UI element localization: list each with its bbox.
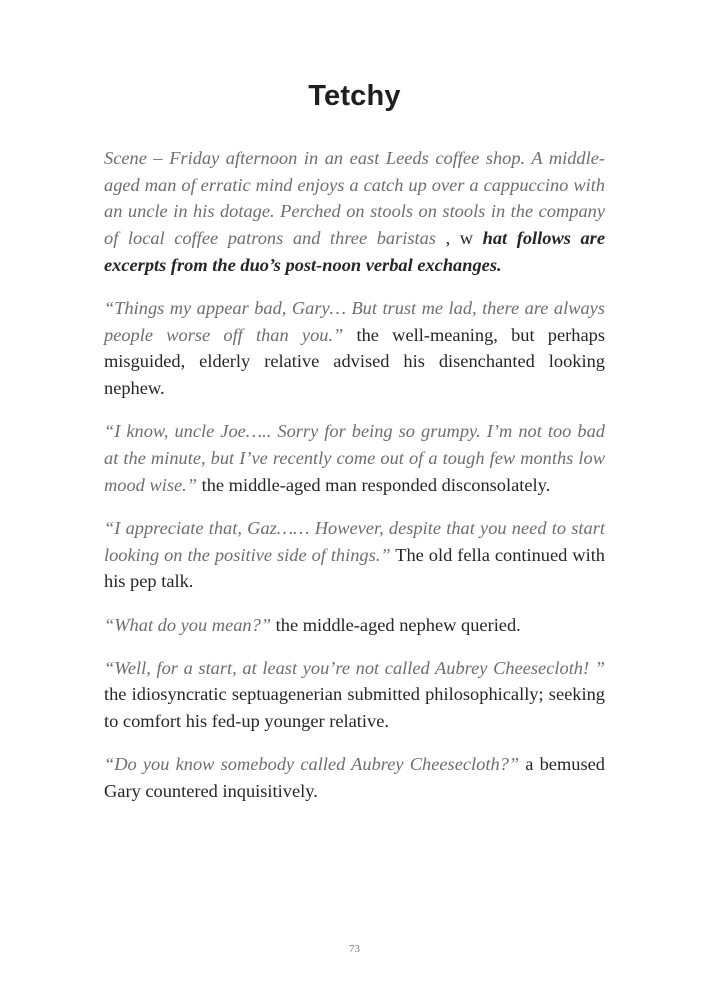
dialogue-quote: “I appreciate that, Gaz…… However, despite that you need to start looking on the positive side of things.” [104, 517, 605, 565]
paragraph-intro [104, 145, 605, 279]
narration-text: The old fella continued with his pep talk. [104, 544, 605, 592]
dialogue-quote: “Well, for a start, at least you’re not called Aubrey Cheesecloth! ” [104, 657, 605, 678]
emphasis-text: hat follows are excerpts from the duo’s post-noon verbal exchanges. [104, 228, 605, 275]
dialogue-quote: “Things my appear bad, Gary… But trust me lad, there are always people worse off than you.” [104, 298, 605, 345]
narration-text: a bemused Gary countered inquisitively. [104, 754, 605, 802]
narration-text: the well-meaning, but perhaps misguided, elderly relative advised his disenchanted looking nephew. [104, 324, 606, 399]
paragraph [104, 418, 605, 498]
paragraph [104, 295, 605, 402]
chapter-title: Tetchy [308, 80, 401, 112]
dialogue-quote: “What do you mean?” [104, 614, 272, 635]
chapter-body [104, 145, 605, 821]
scene-description: Scene – Friday afternoon in an east Leeds coffee shop. A middle-aged man of erratic mind enjoys a catch up over a cappuccino with an uncle in his dotage. Perched on stools on stools in the company of local coffee patrons and three baristas [104, 148, 605, 249]
narration-text: the middle-aged nephew queried. [271, 614, 521, 635]
page-number: 73 [349, 943, 360, 955]
paragraph [104, 612, 605, 639]
paragraph [104, 655, 605, 735]
paragraph [104, 515, 605, 595]
paragraph [104, 751, 605, 804]
narration-text: the middle-aged man responded disconsolately. [197, 474, 551, 495]
dialogue-quote: “Do you know somebody called Aubrey Cheesecloth?” [104, 754, 520, 775]
narration-text: the idiosyncratic septuagenerian submitted philosophically; seeking to comfort his fed-up younger relative. [104, 684, 605, 732]
paragraph-text: , w [435, 228, 483, 249]
dialogue-quote: “I know, uncle Joe….. Sorry for being so grumpy. I’m not too bad at the minute, but I’ve recently come out of a tough few months low mood wise.” [104, 421, 605, 495]
